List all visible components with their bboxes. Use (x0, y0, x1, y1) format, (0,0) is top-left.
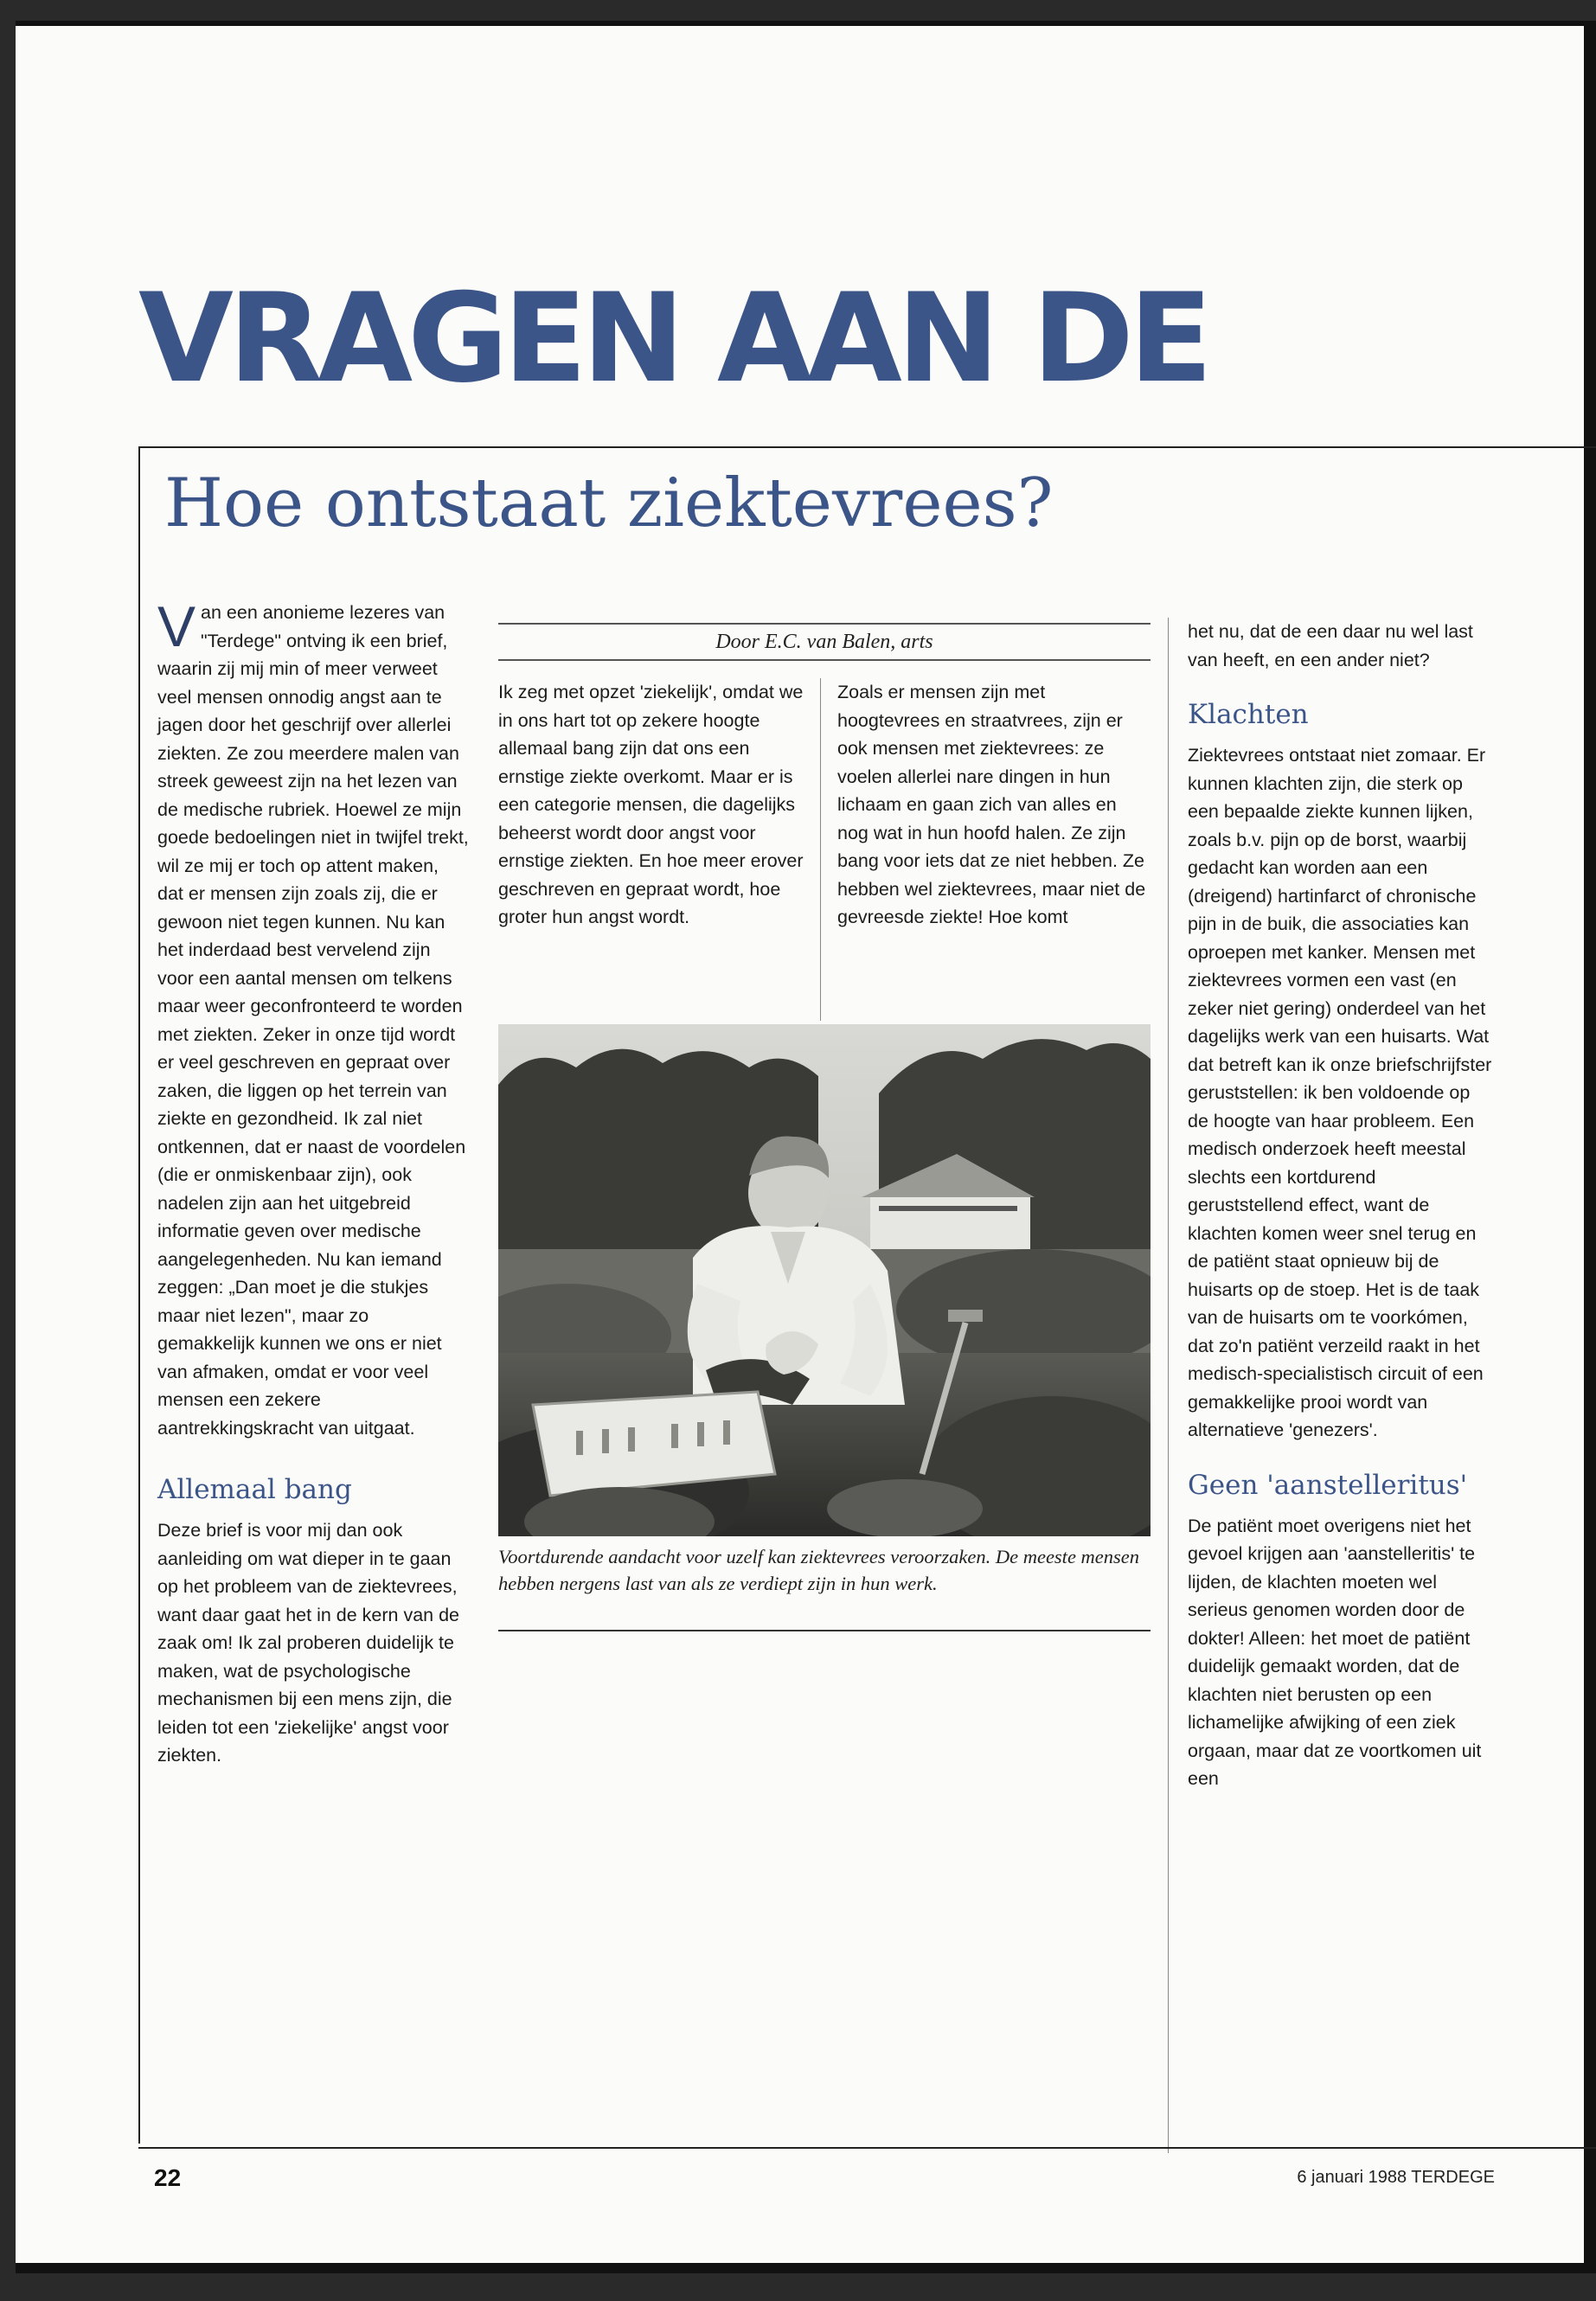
section-kicker: VRAGEN AAN DE (138, 267, 1208, 410)
column-1 (157, 594, 469, 1770)
caption-rule (498, 1630, 1151, 1631)
column-2 (498, 678, 810, 932)
column-divider-right (1168, 618, 1169, 2153)
subheading-geen-aanstelleritus: Geen 'aanstelleritus' (1188, 1469, 1468, 1501)
issue-date-line: 6 januari 1988 TERDEGE (1297, 2168, 1495, 2187)
page-number: 22 (154, 2164, 182, 2191)
footer-rule (138, 2147, 1596, 2149)
column-divider (820, 678, 821, 1021)
photo-caption: Voortdurende aandacht voor uzelf kan ziektevrees veroorzaken. De meeste mensen hebben nergens last van als ze verdiept zijn in hun werk. (498, 1546, 1140, 1594)
column-3-text: Zoals er mensen zijn met hoogtevrees en straatvrees, zijn er ook mensen met ziektevrees: ze voelen allerlei nare dingen in hun lichaam en gaan zich van alles en nog wat in hun hoofd halen. Ze zijn bang voor iets dat ze niet hebben. Ze hebben wel ziektevrees, maar niet de gevreesde ziekte! Hoe komt (837, 682, 1146, 927)
magazine-page (16, 21, 1596, 2273)
article-photo (498, 1024, 1151, 1536)
column-4-intro: het nu, dat de een daar nu wel last van heeft, en een ander niet? (1188, 621, 1473, 670)
byline-box (498, 623, 1151, 661)
gardener-photo-illustration (498, 1024, 1151, 1536)
column-3 (837, 678, 1149, 932)
header-rule (138, 446, 1596, 448)
paragraph-klachten: Ziektevrees ontstaat niet zomaar. Er kunnen klachten zijn, die sterk op een bepaalde ziekte kunnen lijken, zoals b.v. pijn op de borst, waarbij gedacht kan worden aan een (dreigend) hartinfarct of chronische pijn in de buik, die associaties kan oproepen met kanker. Mensen met ziektevrees vormen een vast (en zeker niet gering) onderdeel van het dagelijks werk van een huisarts. Wat dat betreft kan ik onze briefschrijfster geruststellen: ik ben voldoende op de hoogte van haar probleem. Een medisch onderzoek heeft meestal slechts een kortdurend geruststellend effect, want de klachten komen weer snel terug en de patiënt staat opnieuw bij de huisarts op de stoep. Het is de taak van de huisarts om te voorkómen, dat zo'n patiënt verzeild raakt in het medisch-specialistisch circuit of een gemakkelijke prooi wordt van alternatieve 'genezers'. (1188, 745, 1492, 1440)
subheading-allemaal-bang: Allemaal bang (157, 1474, 352, 1505)
subheading-klachten: Klachten (1188, 699, 1309, 730)
scan-border-bottom (16, 2263, 1596, 2273)
scan-border-right (1584, 21, 1596, 2273)
article-headline: Hoe ontstaat ziektevrees? (164, 465, 1054, 542)
column-4 (1188, 618, 1495, 1793)
left-frame-rule (138, 446, 140, 2144)
intro-paragraph: Van een anonieme lezeres van "Terdege" ontving ik een brief, waarin zij mij min of meer verweet veel mensen onnodig angst aan te jagen door het geschrijf over allerlei ziekten. Ze zou meerdere malen van streek geweest zijn na het lezen van de medische rubriek. Hoewel ze mijn goede bedoelingen niet in twijfel trekt, wil ze mij er toch op attent maken, dat er mensen zijn zoals zij, die er gewoon niet tegen kunnen. Nu kan het inderdaad best vervelend zijn voor een aantal mensen om telkens maar weer geconfronteerd te worden met ziekten. Zeker in onze tijd wordt er veel geschreven en gepraat over zaken, die liggen op het terrein van ziekte en gezondheid. Ik zal niet ontkennen, dat er naast de voordelen (die er onmiskenbaar zijn), ook nadelen zijn aan het uitgebreid informatie geven over medische aangelegenheden. Nu kan iemand zeggen: „Dan moet je die stukjes maar niet lezen", maar zo gemakkelijk kunnen we ons er niet van afmaken, omdat er voor veel mensen een zekere aantrekkingskracht van uitgaat. (157, 594, 469, 1439)
scan-border-top (16, 21, 1596, 26)
paragraph-allemaal-bang: Deze brief is voor mij dan ook aanleiding om wat dieper in te gaan op het probleem van de ziektevrees, want daar gaat het in de kern van de zaak om! Ik zal proberen duidelijk te maken, wat de psychologische mechanismen bij een mens zijn, die leiden tot een 'ziekelijke' angst voor ziekten. (157, 1520, 460, 1766)
column-2-text: Ik zeg met opzet 'ziekelijk', omdat we in ons hart tot op zekere hoogte allemaal bang zijn dat ons een ernstige ziekte overkomt. Maar er is een categorie mensen, die dagelijks beheerst wordt door angst voor ernstige ziekten. En hoe meer erover geschreven en gepraat wordt, hoe groter hun angst wordt. (498, 682, 804, 927)
paragraph-geen-aanstelleritus: De patiënt moet overigens niet het gevoel krijgen aan 'aanstelleritis' te lijden, de klachten moeten wel serieus genomen worden door de dokter! Alleen: het moet de patiënt duidelijk gemaakt worden, dat de klachten niet berusten op een lichamelijke afwijking of een ziek orgaan, maar dat ze voortkomen uit een (1188, 1515, 1482, 1789)
byline: Door E.C. van Balen, arts (715, 631, 933, 653)
